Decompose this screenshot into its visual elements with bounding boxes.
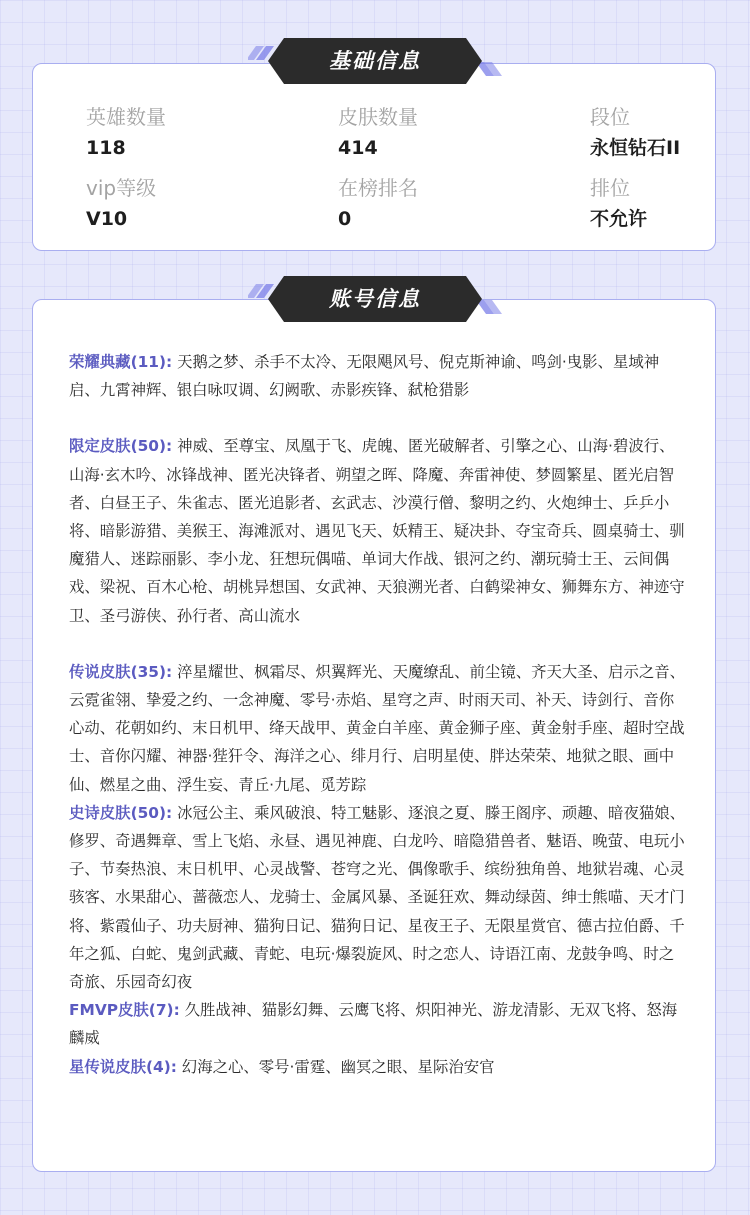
stat-value: 永恒钻石II — [590, 137, 681, 159]
section-label: 传说皮肤(35): — [69, 662, 173, 681]
stat-label: 英雄数量 — [86, 105, 166, 129]
account-info-banner — [248, 276, 502, 322]
stat-leaderboard-rank — [338, 175, 418, 232]
banner-title: 账号信息 — [329, 287, 421, 311]
section-items: 天鹅之梦、杀手不太冷、无限飓风号、倪克斯神谕、鸣剑·曳影、星域神启、九霄神辉、银白咏叹调、幻阙歌、赤影疾锋、弑枪猎影 — [69, 353, 660, 400]
section-label: 星传说皮肤(4): — [69, 1057, 177, 1076]
stat-ranked-allowed — [590, 175, 647, 232]
stat-value: 0 — [338, 208, 352, 230]
stat-label: vip等级 — [86, 176, 157, 200]
stat-label: 排位 — [590, 176, 630, 200]
stat-value: 不允许 — [590, 208, 648, 230]
stat-hero-count — [86, 104, 166, 161]
section-label: 限定皮肤(50): — [69, 437, 173, 456]
banner-title: 基础信息 — [329, 49, 421, 73]
stat-value: 118 — [86, 137, 126, 159]
section-honor-collection — [69, 348, 689, 404]
stat-label: 段位 — [590, 105, 630, 129]
section-items: 淬星耀世、枫霜尽、炽翼辉光、天魔缭乱、前尘镜、齐天大圣、启示之音、云霓雀翎、挚爱之约、一念神魔、零号·赤焰、星穹之声、时雨天司、补天、诗剑行、音你心动、花朝如约、末日机甲、绛天战甲、黄金白羊座、黄金狮子座、黄金射手座、超时空战士、音你闪耀、神器·狴犴令、海洋之心、绯月行、启明星使、胖达荣荣、地狱之眼、画中仙、燃星之曲、浮生妄、青丘·九尾、觅芳踪 — [69, 662, 686, 794]
basic-info-card — [32, 63, 716, 251]
stat-vip-level — [86, 175, 156, 232]
stat-label: 在榜排名 — [338, 176, 418, 200]
account-info-card — [32, 299, 716, 1172]
section-items: 神威、至尊宝、凤凰于飞、虎魄、匿光破解者、引擎之心、山海·碧波行、山海·玄木吟、冰锋战神、匿光决锋者、朔望之晖、降魔、奔雷神使、梦圆繁星、匿光启智者、白昼王子、朱雀志、匿光追影者、玄武志、沙漠行僧、黎明之约、火炮绅士、乒乒小将、暗影游猎、美猴王、海滩派对、遇见飞天、妖精王、疑决卦、夺宝奇兵、圆桌骑士、驯魔猎人、迷踪丽影、李小龙、狂想玩偶喵、单词大作战、银河之约、潮玩骑士王、云间偶戏、梁祝、百木心枪、胡桃异想国、女武神、天狼溯光者、白鹤梁神女、狮舞东方、神迹守卫、圣弓游侠、孙行者、高山流水 — [69, 437, 685, 625]
account-content — [69, 348, 689, 1081]
stat-rank-tier — [590, 104, 680, 161]
section-epic-skins — [69, 799, 689, 996]
stat-skin-count — [338, 104, 418, 161]
section-star-legend-skins — [69, 1053, 689, 1081]
section-label: FMVP皮肤(7): — [69, 1001, 180, 1020]
section-fmvp-skins — [69, 996, 689, 1052]
basic-info-banner — [248, 38, 502, 84]
section-items: 冰冠公主、乘风破浪、特工魅影、逐浪之夏、滕王阁序、顽趣、暗夜猫娘、修罗、奇遇舞章、雪上飞焰、永昼、遇见神鹿、白龙吟、暗隐猎兽者、魅语、晚萤、电玩小子、节奏热浪、末日机甲、心灵战警、苍穹之光、偶像歌手、缤纷独角兽、地狱岩魂、心灵骇客、水果甜心、蔷薇恋人、龙骑士、金属风暴、圣诞狂欢、舞动绿茵、绅士熊喵、天才门将、紫霞仙子、功夫厨神、猫狗日记、猫狗日记、星夜王子、无限星赏官、德古拉伯爵、千年之狐、白蛇、鬼剑武藏、青蛇、电玩·爆裂旋风、时之恋人、诗语江南、龙鼓争鸣、时之奇旅、乐园奇幻夜 — [69, 803, 686, 992]
stat-value: V10 — [86, 208, 128, 230]
section-label: 荣耀典藏(11): — [69, 353, 173, 371]
section-items: 久胜战神、猫影幻舞、云鹰飞将、炽阳神光、游龙清影、无双飞将、怒海麟威 — [69, 1001, 678, 1048]
stat-value: 414 — [338, 137, 378, 159]
section-limited-skins — [69, 432, 689, 629]
stat-label: 皮肤数量 — [338, 105, 418, 129]
section-items: 幻海之心、零号·雷霆、幽冥之眼、星际治安官 — [181, 1057, 495, 1076]
section-label: 史诗皮肤(50): — [69, 803, 173, 822]
section-legend-skins — [69, 658, 689, 799]
